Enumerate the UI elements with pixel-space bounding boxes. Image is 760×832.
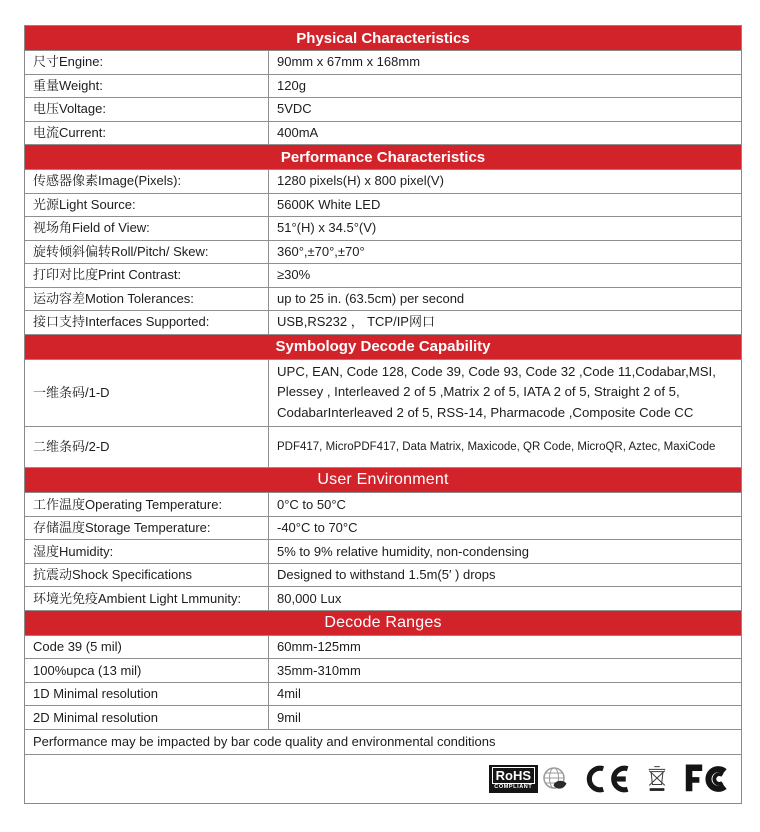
- spec-label-cell: 抗震动Shock Specifications: [25, 564, 269, 587]
- spec-value-cell: Designed to withstand 1.5m(5′ ) drops: [277, 567, 496, 583]
- section-header-physical-characteristics: Physical Characteristics: [25, 26, 741, 51]
- spec-row: [25, 170, 741, 194]
- spec-label-cell: 二维条码/2-D: [25, 427, 269, 467]
- spec-label-cell: 湿度Humidity:: [25, 540, 269, 563]
- spec-label-cell: 光源Light Source:: [25, 194, 269, 217]
- spec-value-cell: 35mm-310mm: [277, 662, 361, 678]
- spec-row: [25, 264, 741, 288]
- spec-value-cell: UPC, EAN, Code 128, Code 39, Code 93, Code 32 ,Code 11,Codabar,MSI, Plessey , Interleaved 2 of 5 ,Matrix 2 of 5, IATA 2 of 5, Straight 2 of 5, CodabarInterleaved 2 of 5, RSS-14, Pharmacode ,Composite Code CC: [277, 363, 716, 421]
- spec-value-cell: 360°,±70°,±70°: [277, 243, 365, 259]
- spec-label-cell: 一维条码/1-D: [25, 360, 269, 427]
- spec-row: [25, 217, 741, 241]
- rohs-compliant-badge: [489, 765, 538, 793]
- spec-value-cell: 0°C to 50°C: [277, 496, 346, 512]
- spec-label-cell: 100%upca (13 mil): [25, 659, 269, 682]
- spec-row: [25, 98, 741, 122]
- spec-row: [25, 51, 741, 75]
- spec-row: [25, 493, 741, 517]
- spec-value-cell: 400mA: [277, 124, 319, 140]
- spec-label-cell: 视场角Field of View:: [25, 217, 269, 240]
- spec-row: [25, 659, 741, 683]
- section-header-performance-characteristics: Performance Characteristics: [25, 145, 741, 170]
- spec-row: [25, 706, 741, 730]
- rohs-badge-sublabel: COMPLIANT: [494, 784, 533, 791]
- spec-label-cell: Code 39 (5 mil): [25, 636, 269, 659]
- footer-note-row: [25, 730, 741, 755]
- spec-label-cell: 传感器像素Image(Pixels):: [25, 170, 269, 193]
- spec-value-cell: ≥30%: [277, 267, 311, 283]
- certification-logos-row: [25, 755, 741, 803]
- spec-table: [24, 25, 742, 804]
- spec-row: [25, 122, 741, 146]
- spec-value-cell: USB,RS232 ， TCP/IP网口: [277, 314, 435, 330]
- section-header-symbology-decode-capability: Symbology Decode Capability: [25, 335, 741, 360]
- spec-label-cell: 2D Minimal resolution: [25, 706, 269, 729]
- spec-row: [25, 517, 741, 541]
- spec-sections: [25, 26, 741, 730]
- spec-value-cell: 60mm-125mm: [277, 639, 361, 655]
- weee-bin-icon: [646, 764, 668, 794]
- spec-value-cell: -40°C to 70°C: [277, 520, 358, 536]
- spec-row: [25, 683, 741, 707]
- spec-label-cell: 运动容差Motion Tolerances:: [25, 288, 269, 311]
- spec-value-cell: 120g: [277, 77, 306, 93]
- spec-row: [25, 311, 741, 335]
- spec-value-cell: PDF417, MicroPDF417, Data Matrix, Maxicode, QR Code, MicroQR, Aztec, MaxiCode: [277, 441, 716, 454]
- ce-mark-icon: [583, 764, 631, 794]
- spec-label-cell: 接口支持Interfaces Supported:: [25, 311, 269, 334]
- fcc-mark-icon: [683, 764, 727, 794]
- spec-value-cell: 1280 pixels(H) x 800 pixel(V): [277, 173, 444, 189]
- spec-row: [25, 564, 741, 588]
- spec-value-cell: 5600K White LED: [277, 196, 381, 212]
- spec-label-cell: 重量Weight:: [25, 75, 269, 98]
- spec-label-cell: 环境光免疫Ambient Light Lmmunity:: [25, 587, 269, 610]
- spec-label-cell: 存储温度Storage Temperature:: [25, 517, 269, 540]
- spec-value-cell: 90mm x 67mm x 168mm: [277, 54, 421, 70]
- spec-value-cell: 5% to 9% relative humidity, non-condensing: [277, 543, 529, 559]
- spec-row: [25, 540, 741, 564]
- spec-row: [25, 75, 741, 99]
- spec-row: [25, 427, 741, 468]
- spec-value-cell: 9mil: [277, 709, 301, 725]
- spec-label-cell: 尺寸Engine:: [25, 51, 269, 74]
- spec-row: [25, 587, 741, 611]
- spec-value-cell: 80,000 Lux: [277, 590, 342, 606]
- footer-note: Performance may be impacted by bar code quality and environmental conditions: [33, 734, 496, 750]
- globe-recycle-icon: [542, 766, 568, 792]
- section-header-decode-ranges: Decode Ranges: [25, 611, 741, 636]
- spec-row: [25, 241, 741, 265]
- spec-value-cell: 51°(H) x 34.5°(V): [277, 220, 377, 236]
- section-header-user-environment: User Environment: [25, 468, 741, 493]
- spec-row: [25, 288, 741, 312]
- rohs-badge-label: RoHS: [492, 767, 535, 784]
- spec-value-cell: 4mil: [277, 686, 301, 702]
- spec-label-cell: 电压Voltage:: [25, 98, 269, 121]
- spec-label-cell: 1D Minimal resolution: [25, 683, 269, 706]
- spec-label-cell: 打印对比度Print Contrast:: [25, 264, 269, 287]
- spec-label-cell: 旋转倾斜偏转Roll/Pitch/ Skew:: [25, 241, 269, 264]
- spec-value-cell: up to 25 in. (63.5cm) per second: [277, 290, 465, 306]
- spec-value-cell: 5VDC: [277, 101, 312, 117]
- spec-label-cell: 电流Current:: [25, 122, 269, 145]
- spec-row: [25, 360, 741, 428]
- spec-row: [25, 194, 741, 218]
- spec-row: [25, 636, 741, 660]
- spec-label-cell: 工作温度Operating Temperature:: [25, 493, 269, 516]
